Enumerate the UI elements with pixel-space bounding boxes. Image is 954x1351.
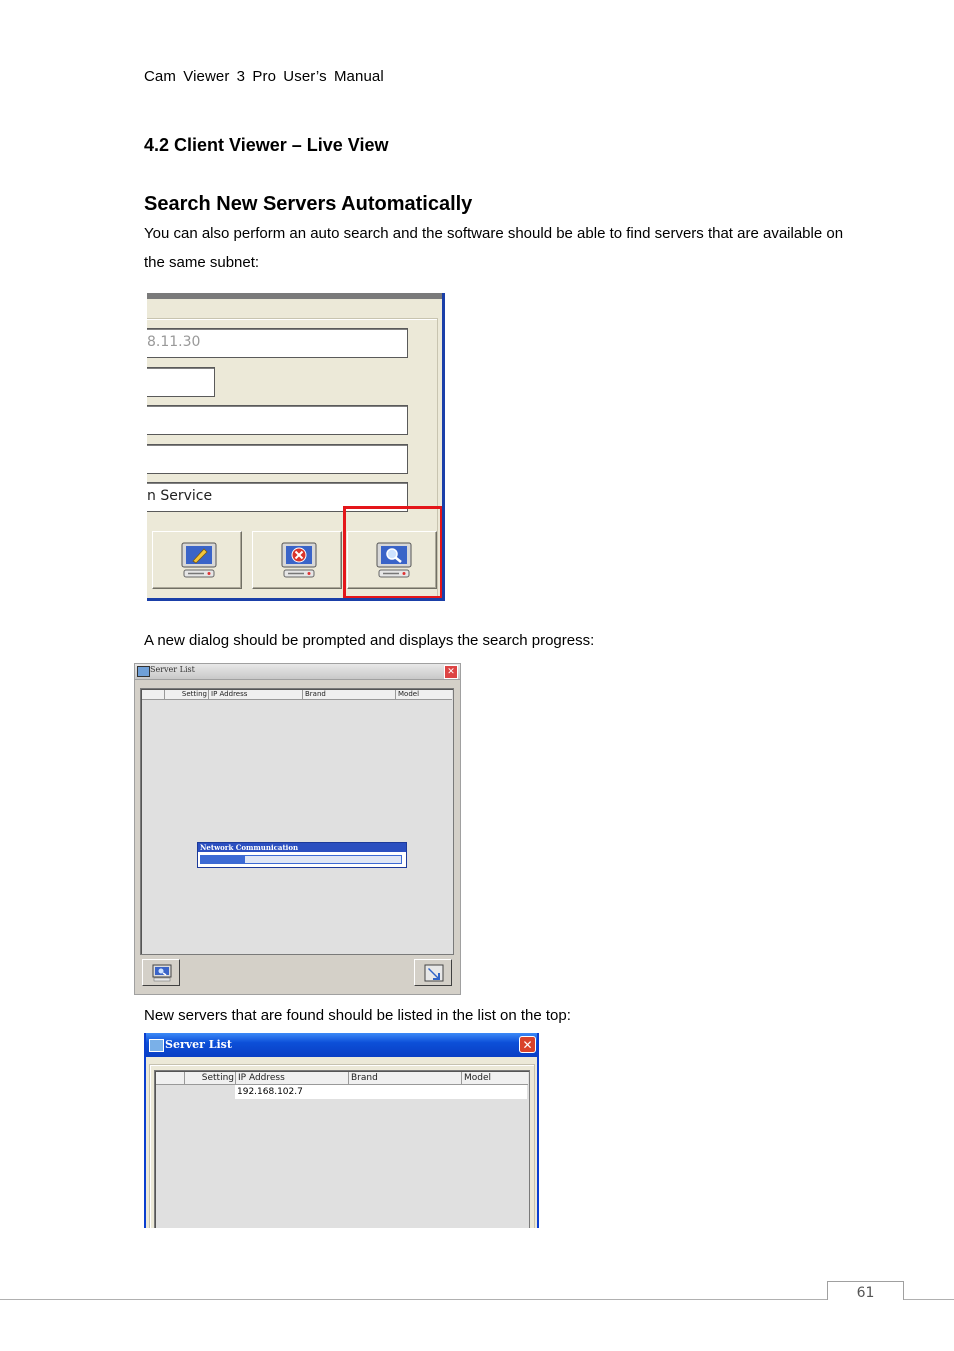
column-setting[interactable]: Setting xyxy=(184,1072,237,1084)
table-header xyxy=(142,690,452,700)
search-icon xyxy=(152,964,172,982)
search-button-highlight xyxy=(343,506,443,599)
footer-rule xyxy=(0,1299,954,1300)
column-model[interactable]: Model xyxy=(395,690,453,699)
server-list-table[interactable] xyxy=(154,1070,530,1228)
exit-arrow-icon xyxy=(424,964,444,982)
section-title: 4.2 Client Viewer – Live View xyxy=(144,135,389,155)
exit-button[interactable] xyxy=(414,959,452,986)
window-title: Server List xyxy=(150,665,195,674)
username-field[interactable] xyxy=(147,405,408,435)
window-titlebar xyxy=(144,1033,539,1057)
service-field[interactable]: n Service xyxy=(147,482,408,512)
column-brand[interactable]: Brand xyxy=(302,690,395,699)
window-right-edge xyxy=(442,293,445,601)
edit-server-button[interactable] xyxy=(152,531,242,589)
column-ip-address[interactable]: IP Address xyxy=(235,1072,346,1084)
ip-address-field[interactable]: 8.11.30 xyxy=(147,328,408,358)
column-model[interactable]: Model xyxy=(461,1072,527,1084)
server-list-table[interactable] xyxy=(140,688,454,955)
column-select[interactable] xyxy=(142,690,166,699)
edit-server-icon xyxy=(180,541,218,579)
server-list-searching-window xyxy=(134,663,461,995)
window-titlebar xyxy=(135,664,460,680)
close-icon[interactable]: ✕ xyxy=(444,665,458,679)
column-ip-address[interactable]: IP Address xyxy=(208,690,301,699)
row-ip-address: 192.168.102.7 xyxy=(237,1087,303,1097)
manual-header: Cam Viewer 3 Pro User’s Manual xyxy=(144,68,384,85)
password-field[interactable] xyxy=(147,444,408,474)
column-setting[interactable]: Setting xyxy=(164,690,210,699)
delete-server-icon xyxy=(280,541,318,579)
progress-fill xyxy=(201,856,245,863)
port-field[interactable] xyxy=(147,367,215,397)
progress-track xyxy=(200,855,402,864)
intro-paragraph: You can also perform an auto search and the software should be able to find servers that are available on the same subnet: xyxy=(144,225,844,271)
server-settings-screenshot xyxy=(147,293,445,601)
table-header xyxy=(156,1072,528,1085)
dialog-paragraph: A new dialog should be prompted and displays the search progress: xyxy=(144,632,595,649)
delete-server-button[interactable] xyxy=(252,531,342,589)
window-app-icon xyxy=(149,1039,164,1052)
close-icon[interactable]: ✕ xyxy=(519,1036,536,1053)
subsection-title: Search New Servers Automatically xyxy=(144,193,473,215)
column-select[interactable] xyxy=(156,1072,184,1084)
progress-title: Network Communication xyxy=(198,843,406,852)
window-app-icon xyxy=(137,666,150,677)
window-bottom-edge xyxy=(147,598,445,601)
page-number: 61 xyxy=(827,1281,904,1300)
table-row[interactable] xyxy=(235,1085,527,1099)
network-progress-dialog xyxy=(197,842,407,868)
window-top-edge xyxy=(147,293,445,299)
window-title: Server List xyxy=(165,1038,232,1051)
server-list-found-window xyxy=(144,1033,539,1228)
search-button[interactable] xyxy=(142,959,180,986)
found-paragraph: New servers that are found should be listed in the list on the top: xyxy=(144,1007,571,1024)
column-brand[interactable]: Brand xyxy=(348,1072,459,1084)
